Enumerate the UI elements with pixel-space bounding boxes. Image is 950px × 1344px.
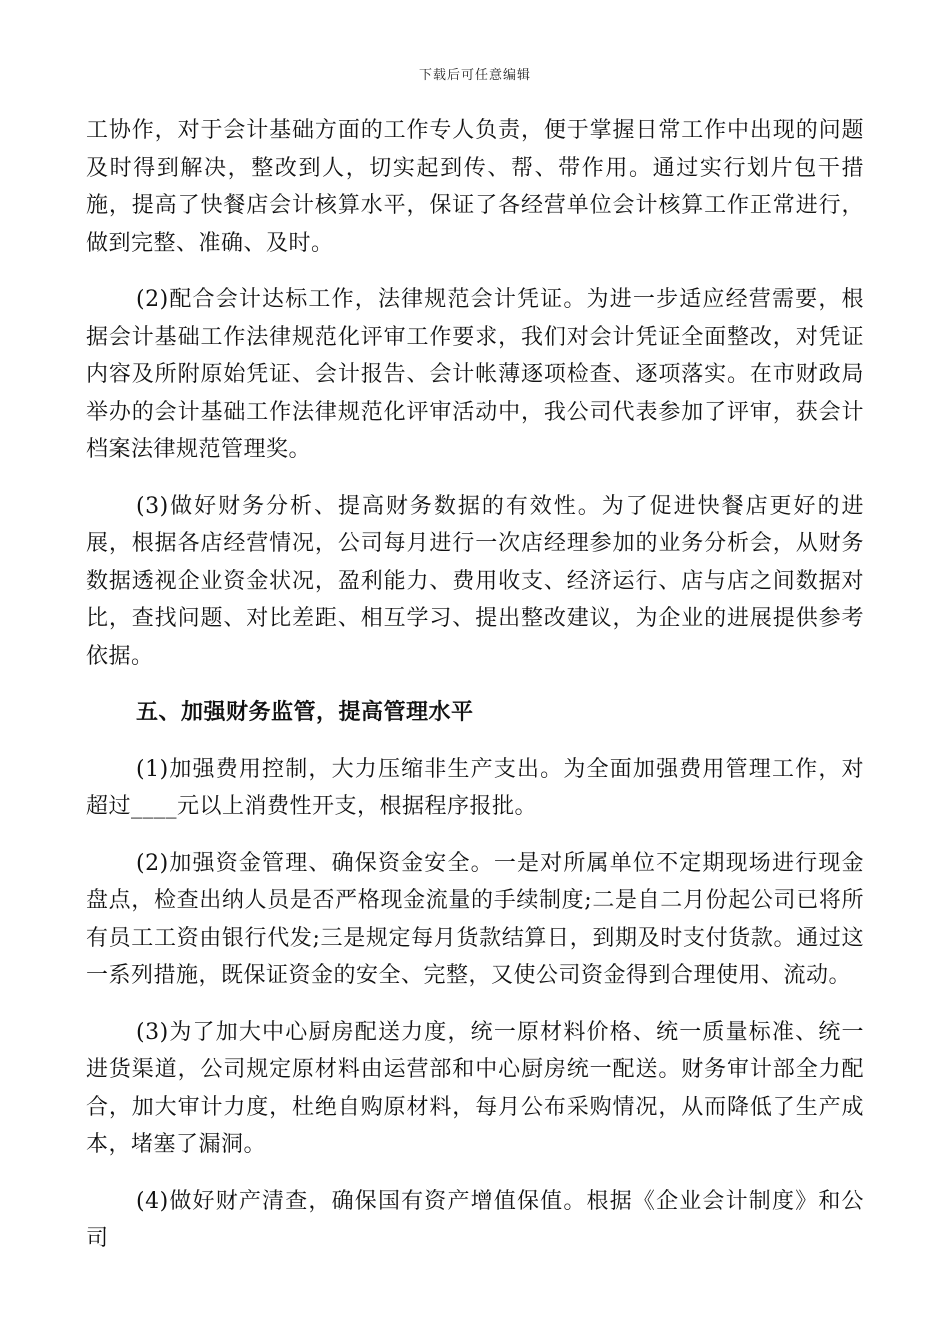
- section-paragraph-2: (2)加强资金管理、确保资金安全。一是对所属单位不定期现场进行现金盘点，检查出纳人员是否严格现金流量的手续制度;二是自二月份起公司已将所有员工工资由银行代发;三是规定每月货款结算日，到期及时支付货款。通过这一系列措施，既保证资金的安全、完整，又使公司资金得到合理使用、流动。: [86, 850, 864, 988]
- section-paragraph-1: (1)加强费用控制，大力压缩非生产支出。为全面加强费用管理工作，对超过____元以上消费性开支，根据程序报批。: [86, 756, 864, 819]
- document-body: [86, 112, 864, 1277]
- paragraph-continued: 工协作，对于会计基础方面的工作专人负责，便于掌握日常工作中出现的问题及时得到解决，整改到人，切实起到传、帮、带作用。通过实行划片包干措施，提高了快餐店会计核算水平，保证了各经营单位会计核算工作正常进行，做到完整、准确、及时。: [86, 118, 864, 256]
- page-header: 下载后可任意编辑: [418, 68, 531, 83]
- paragraph-item-2: (2)配合会计达标工作，法律规范会计凭证。为进一步适应经营需要，根据会计基础工作法律规范化评审工作要求，我们对会计凭证全面整改，对凭证内容及所附原始凭证、会计报告、会计帐薄逐项检查、逐项落实。在市财政局举办的会计基础工作法律规范化评审活动中，我公司代表参加了评审，获会计档案法律规范管理奖。: [86, 287, 864, 462]
- section-heading: 五、加强财务监管，提高管理水平: [136, 700, 474, 725]
- paragraph-item-3: (3)做好财务分析、提高财务数据的有效性。为了促进快餐店更好的进展，根据各店经营情况，公司每月进行一次店经理参加的业务分析会，从财务数据透视企业资金状况，盈利能力、费用收支、经济运行、店与店之间数据对比，查找问题、对比差距、相互学习、提出整改建议，为企业的进展提供参考依据。: [86, 493, 864, 669]
- section-paragraph-4: (4)做好财产清查，确保国有资产增值保值。根据《企业会计制度》和公司: [86, 1188, 864, 1251]
- section-paragraph-3: (3)为了加大中心厨房配送力度，统一原材料价格、统一质量标准、统一进货渠道，公司规定原材料由运营部和中心厨房统一配送。财务审计部全力配合，加大审计力度，杜绝自购原材料，每月公布采购情况，从而降低了生产成本，堵塞了漏洞。: [86, 1019, 864, 1157]
